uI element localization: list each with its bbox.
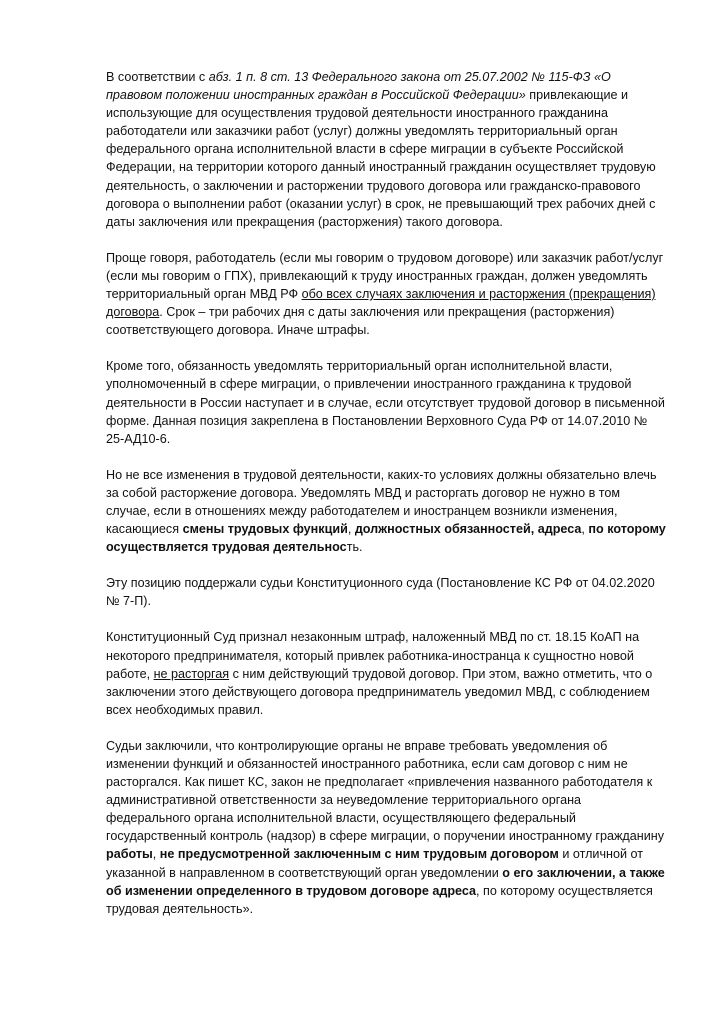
paragraph-5	[106, 574, 666, 610]
paragraph-7-segment-5: и отличной от указанной в направленном в соответствующий орган уведомлении	[106, 847, 644, 880]
paragraph-3	[106, 357, 666, 447]
paragraph-4-segment-1: Но не все изменения в трудовой деятельности, каких-то условиях должны обязательно влечь за собой расторжение договора. Уведомлять МВД и расторгать договор не нужно в том случае, если в отношениях между работодателем и иностранцем возникли изменения, касающиеся	[106, 467, 657, 537]
underlined-phrase: обо всех случаях заключения и расторжения (прекращения) договора	[106, 287, 656, 320]
paragraph-5-segment-1: Эту позицию поддержали судьи Конституционного суда (Постановление КС РФ от 04.02.2020 № 7-П).	[106, 576, 655, 609]
paragraph-4-segment-7: ть.	[346, 540, 363, 555]
bold-phrase: о его заключении, а также об изменении определенного в трудовом договоре адреса	[106, 865, 665, 898]
paragraph-4-segment-5: ,	[581, 522, 589, 537]
bold-phrase: по которому осуществляется трудовая деятельнос	[106, 522, 666, 555]
paragraph-2	[106, 249, 666, 339]
paragraph-7-segment-3: ,	[152, 847, 160, 862]
paragraph-2-segment-3: . Срок – три рабочих дня с даты заключения или прекращения (расторжения) соответствующего договора. Иначе штрафы.	[106, 305, 615, 338]
paragraph-7-segment-7: , по которому осуществляется трудовая деятельность».	[106, 883, 653, 916]
paragraph-7-segment-1: Судьи заключили, что контролирующие органы не вправе требовать уведомления об изменении функций и обязанностей иностранного работника, если сам договор с ним не расторгался. Как пишет КС, закон не предполагает «привлечения названного работодателя к административной ответственности за неуведомление территориального органа федерального органа исполнительной власти, осуществляющего федеральный государственный контроль (надзор) в сфере миграции, о поручении иностранному гражданину	[106, 738, 665, 844]
law-reference: абз. 1 п. 8 ст. 13 Федерального закона от 25.07.2002 № 115-ФЗ «О правовом положении иностранных граждан в Российской Федерации»	[106, 70, 611, 103]
paragraph-4-segment-3: ,	[347, 522, 355, 537]
paragraph-1	[106, 68, 666, 231]
paragraph-1-segment-3: привлекающие и использующие для осуществления трудовой деятельности иностранного гражданина работодатели или заказчики работ (услуг) должны уведомлять территориальный орган федерального органа исполнительной власти в сфере миграции в субъекте Российской Федерации, на территории которого данный иностранный гражданин осуществляет трудовую деятельность, о заключении и расторжении трудового договора или гражданско-правового договора о выполнении работ (оказании услуг) в срок, не превышающий трех рабочих дней с даты заключения или прекращения (расторжения) такого договора.	[106, 88, 656, 229]
paragraph-6-segment-3: с ним действующий трудовой договор. При этом, важно отметить, что о заключении этого действующего договора предприниматель уведомил МВД, с соблюдением всех необходимых правил.	[106, 666, 653, 717]
bold-phrase: смены трудовых функций	[182, 522, 348, 537]
paragraph-3-segment-1: Кроме того, обязанность уведомлять территориальный орган исполнительной власти, уполномоченный в сфере миграции, о привлечении иностранного гражданина к трудовой деятельности в России наступает и в случае, если отсутствует трудовой договор в письменной форме. Данная позиция закреплена в Постановлении Верховного Суда РФ от 14.07.2010 № 25-АД10-6.	[106, 359, 665, 446]
bold-phrase: работы	[106, 847, 153, 862]
underlined-phrase: не расторгая	[153, 666, 230, 681]
paragraph-6	[106, 628, 666, 718]
paragraph-7	[106, 737, 666, 918]
bold-phrase: не предусмотренной заключенным с ним трудовым договором	[159, 847, 559, 862]
paragraph-4	[106, 466, 666, 556]
paragraph-1-segment-1: В соответствии с	[106, 70, 209, 84]
document-page	[106, 68, 666, 936]
paragraph-2-segment-1: Проще говоря, работодатель (если мы говорим о трудовом договоре) или заказчик работ/услуг (если мы говорим о ГПХ), привлекающий к труду иностранных граждан, должен уведомлять территориальный орган МВД РФ	[106, 250, 664, 302]
bold-phrase: должностных обязанностей, адреса	[354, 522, 582, 537]
paragraph-6-segment-1: Конституционный Суд признал незаконным штраф, наложенный МВД по ст. 18.15 КоАП на некоторого предпринимателя, который привлек работника-иностранца к сущностно новой работе,	[106, 630, 640, 681]
